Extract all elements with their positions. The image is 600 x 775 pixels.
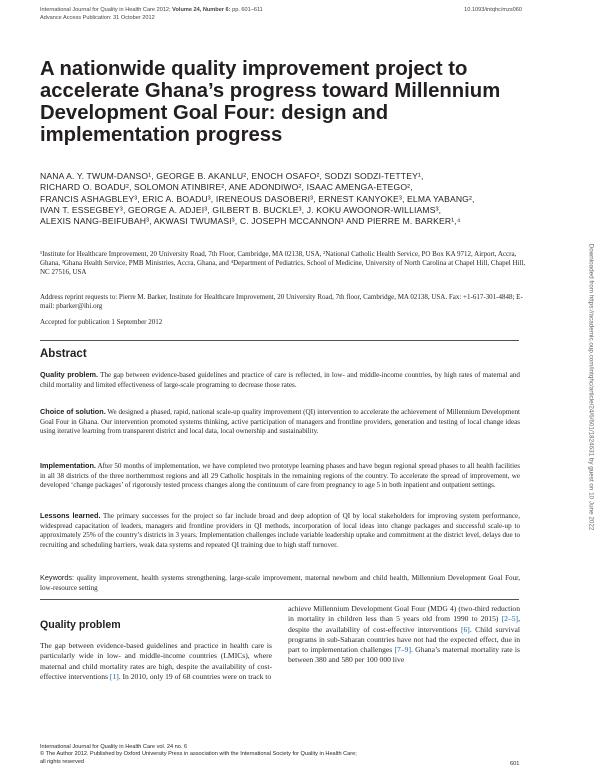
abstract-label: Choice of solution. [40,407,106,416]
abstract-label: Quality problem. [40,370,99,379]
body-text: . In 2010, only 19 of 68 countries were on track to [118,671,272,681]
abstract-text: The primary successes for the project so far include broad and deep adoption of QI by local stakeholders for improving system performance, widespread capacitation of leaders, managers and frontline providers in QI methods, incorporation of local ideas into change packages and successful scale-up to approximately 25% of the country’s districts in 3 years. Implementation challenges include variable leadership uptake and commitment at the district level, delays due to recruiting and scheduling barriers, weak data systems and repeated QI training due to high staff turnover. [40,512,520,549]
author-line: RICHARD O. BOADU², SOLOMON ATINBIRE², ANE ADONDIWO², ISAAC AMENGA-ETEGO², [40,182,413,193]
section-heading: Quality problem [40,619,121,631]
doi[interactable]: 10.1093/intqhc/mzs060 [464,7,522,13]
keywords-label: Keywords: [40,573,75,582]
journal-citation-line: International Journal for Quality in Health Care 2012; Volume 24, Number 6: pp. 601–611 [40,7,263,13]
citation-link[interactable]: [6] [460,624,470,634]
author-list [40,171,540,227]
abstract-heading: Abstract [40,348,87,360]
author-line: ALEXIS NANG-BEIFUBAH³, AKWASI TWUMASI³, C. JOSEPH MCCANNON¹ AND PIERRE M. BARKER¹,⁴ [40,216,461,227]
download-watermark [586,182,596,592]
abstract-label: Lessons learned. [40,511,101,520]
abstract-text: The gap between evidence-based guidelines and practice of care is reflected, in low- and middle-income countries, by high rates of maternal and child mortality and limited effectiveness of large-scale programing to decrease those rates. [40,371,520,389]
divider [40,340,519,341]
page-footer [40,744,357,766]
reprint-address: Address reprint requests to: Pierre M. Barker, Institute for Healthcare Improvement, 20 University Road, 7th floor, Cambridge, MA 02138, USA. Fax: +1-617-301-4848; E-mail: pbarker@ihi.org [40,293,523,311]
body-text: . Child survival programs in sub-Saharan countries have not had the expected effect, due in part to implementation challenges [288,624,520,655]
abstract-lessons-learned [40,511,520,550]
body-column-right [288,604,520,666]
body-column-left [40,641,272,682]
footer-copyright: © The Author 2012. Published by Oxford University Press in association with the International Society for Quality in Health Care; [40,751,357,758]
body-text: . Ghana’s maternal mortality rate is between 380 and 580 per 100 000 live [288,645,520,665]
citation-link[interactable]: [1] [109,671,119,681]
abstract-choice-of-solution [40,407,520,437]
body-text: , despite the availability of cost-effective interventions [288,614,520,634]
abstract-text: After 50 months of implementation, we have completed two prototype learning phases and have begun regional spread phases to all health facilities in all 38 districts of the three northernmost regions and all 29 Catholic hospitals in the remaining regions of the country. To accelerate the spread of improvement, we developed ‘change packages’ of rigorously tested process changes along the continuum of care from pregnancy to age 5 in both inpatient and outpatient settings. [40,462,520,490]
abstract-implementation [40,461,520,491]
article-title: A nationwide quality improvement project to accelerate Ghana’s progress toward Millennium Development Goal Four: design and implementation progress [40,58,501,146]
journal-header [40,7,263,23]
advance-access-line: Advance Access Publication: 31 October 2012 [40,14,155,21]
abstract-label: Implementation. [40,461,96,470]
citation-link[interactable]: [7–9] [394,645,411,655]
page-number: 601 [510,761,520,767]
accepted-date: Accepted for publication 1 September 2012 [40,318,163,326]
keywords-text: quality improvement, health systems strengthening, large-scale improvement, maternal newborn and child health, Millennium Development Goal Four, low-resource setting [40,574,520,592]
body-text: achieve Millennium Development Goal Four (MDG 4) (two-third reduction in mortality in children less than 5 years old from 1990 to 2015) [288,604,520,624]
abstract-keywords [40,573,520,593]
body-text: The gap between evidence-based guidelines and practice in health care is particularly wide in low- and middle-income countries (LMICs), where maternal and child mortality rates are high, despite the availability of cost-effective interventions [40,641,272,681]
author-line: FRANCIS ASHAGBLEY³, ERIC A. BOADU³, IRENEOUS DASOBERI³, ERNEST KANYOKE³, ELMA YABANG², [40,193,475,204]
citation-link[interactable]: [2–5] [501,614,519,624]
footer-journal: International Journal for Quality in Health Care vol. 24 no. 6 [40,744,188,750]
abstract-text: We designed a phased, rapid, national scale-up quality improvement (QI) intervention to accelerate the achievement of Millennium Development Goal Four in Ghana. Our intervention promoted systems thinking, active participation of managers and frontline providers, generation and testing of local change ideas using iterative learning from transparent district and local data, local ownership and sustainability. [40,408,520,436]
divider [40,599,519,600]
author-line: NANA A. Y. TWUM-DANSO¹, GEORGE B. AKANLU², ENOCH OSAFO², SODZI SODZI-TETTEY¹, [40,171,424,181]
download-note-text: Downloaded from https://academic.oup.com/intqhc/article/24/6/601/1824631 by guest on 10 June 2022 [587,243,595,531]
affiliations: ¹Institute for Healthcare Improvement, 20 University Road, 7th Floor, Cambridge, MA 02138, USA, ²National Catholic Health Service, PO Box KA 9712, Airport, Accra, Ghana, ³Ghana Health Service, PMB Ministries, Accra, Ghana, and ⁴Department of Pediatrics, School of Medicine, University of North Carolina at Chapel Hill, Chapel Hill, NC 27516, USA [40,250,526,277]
footer-rights: all rights reserved [40,758,85,765]
author-line: IVAN T. ESSEGBEY³, GEORGE A. ADJEI³, GILBERT B. BUCKLE³, J. KOKU AWOONOR-WILLIAMS³, [40,204,442,215]
abstract-quality-problem [40,370,520,390]
